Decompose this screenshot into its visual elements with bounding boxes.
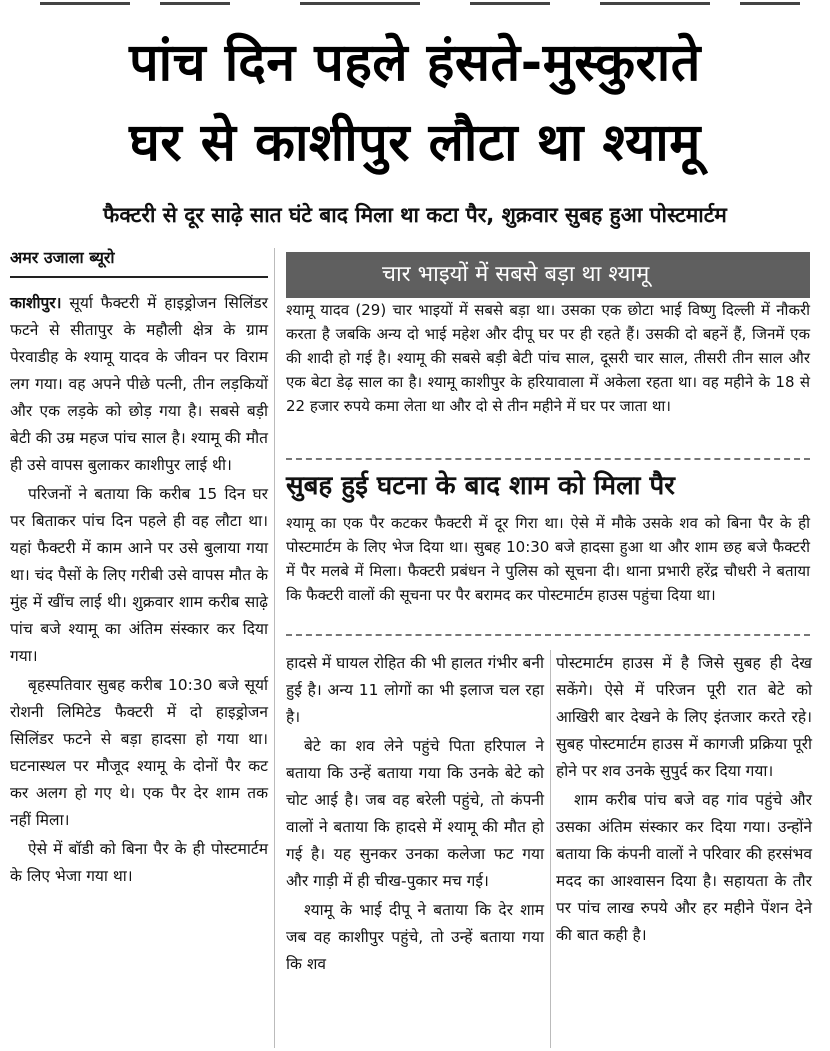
dotted-divider-1	[286, 458, 810, 460]
subheadline: फैक्टरी से दूर साढ़े सात घंटे बाद मिला था कटा पैर, शुक्रवार सुबह हुआ पोस्टमार्टम	[103, 203, 727, 227]
headline-line-1: पांच दिन पहले हंसते-मुस्कुराते	[129, 33, 701, 93]
box-heading: चार भाइयों में सबसे बड़ा था श्यामू	[286, 252, 810, 298]
dotted-divider-2	[286, 634, 810, 636]
cropped-text-remnant	[0, 0, 830, 8]
box-paragraph: श्यामू यादव (29) चार भाइयों में सबसे बड़ा था। उसका एक छोटा भाई विष्णु दिल्ली में नौकरी करता है जबकि अन्य दो भाई महेश और दीपू घर पर ही रहते हैं। उसकी दो बहनें हैं, जिनमें एक की शादी हो गई है। श्यामू की सबसे बड़ी बेटी पांच साल, दूसरी चार साल, तीसरी तीन साल और एक बेटा डेढ़ साल का है। श्यामू काशीपुर के हरियावाला में अकेला रहता था। वह महीने के 18 से 22 हजार रुपये कमा लेता था और दो से तीन महीने में घर पर जाता था।	[286, 301, 810, 415]
byline: अमर उजाला ब्यूरो	[10, 248, 115, 267]
mid-paragraph-2: बेटे का शव लेने पहुंचे पिता हरिपाल ने बताया कि उन्हें बताया गया कि उनके बेटे को चोट आई है। जब वह बरेली पहुंचे, तो कंपनी वालों ने बताया कि हादसे में श्यामू की मौत हो गई है। यह सुनकर उनका कलेजा फट गया और गाड़ी में ही चीख-पुकार मच गई।	[286, 737, 544, 890]
section-paragraph: श्यामू का एक पैर कटकर फैक्टरी में दूर गिरा था। ऐसे में मौके उसके शव को बिना पैर के ही पोस्टमार्टम के लिए भेज दिया था। सुबह 10:30 बजे हादसा हुआ था और शाम छह बजे फैक्टरी में पैर मलबे में मिला। फैक्टरी प्रबंधन ने पुलिस को सूचना दी। थाना प्रभारी हरेंद्र चौधरी ने बताया कि फैक्टरी वालों की सूचना पर पैर बरामद कर पोस्टमार्टम हाउस पहुंचा दिया था।	[286, 514, 810, 604]
section-heading: सुबह हुई घटना के बाद शाम को मिला पैर	[286, 471, 675, 501]
right-paragraph-2: शाम करीब पांच बजे वह गांव पहुंचे और उसका अंतिम संस्कार कर दिया गया। उन्होंने बताया कि कंपनी वालों ने परिवार की हरसंभव मदद का आश्वासन दिया है। सहायता के तौर पर पांच लाख रुपये और हर महीने पेंशन देने की बात कही है।	[556, 791, 812, 944]
column-separator-2	[550, 650, 551, 1048]
left-paragraph-4: ऐसे में बॉडी को बिना पैर के ही पोस्टमार्टम के लिए भेजा गया था।	[10, 840, 268, 885]
left-paragraph-2: परिजनों ने बताया कि करीब 15 दिन घर पर बिताकर पांच दिन पहले ही वह लौटा था। यहां फैक्टरी में काम आने पर उसे बुलाया गया था। चंद पैसों के लिए गरीबी उसे वापस मौत के मुंह में खींच लाई थी। शुक्रवार शाम करीब साढ़े पांच बजे श्यामू का अंतिम संस्कार कर दिया गया।	[10, 485, 268, 665]
dateline: काशीपुर।	[10, 294, 62, 312]
mid-paragraph-3: श्यामू के भाई दीपू ने बताया कि देर शाम जब वह काशीपुर पहुंचे, तो उन्हें बताया गया कि शव	[286, 901, 544, 973]
left-paragraph-3: बृहस्पतिवार सुबह करीब 10:30 बजे सूर्या रोशनी लिमिटेड फैक्टरी में दो हाइड्रोजन सिलिंडर फटने से बड़ा हादसा हो गया था। घटनास्थल पर मौजूद श्यामू के दोनों पैर कट कर अलग हो गए थे। एक पैर देर शाम तक नहीं मिला।	[10, 676, 268, 829]
right-paragraph-1: पोस्टमार्टम हाउस में है जिसे सुबह ही देख सकेंगे। ऐसे में परिजन पूरी रात बेटे को आखिरी बार देखने के लिए इंतजार करते रहे। सुबह पोस्टमार्टम हाउस में कागजी प्रक्रिया पूरी होने पर शव उनके सुपुर्द कर दिया गया।	[556, 654, 812, 780]
left-paragraph-1-text: सूर्या फैक्टरी में हाइड्रोजन सिलिंडर फटने से सीतापुर के महौली क्षेत्र के ग्राम पेरवाडीह के श्यामू यादव के जीवन पर विराम लग गया। वह अपने पीछे पत्नी, तीन लड़कियों और एक लड़के को छोड़ गया है। सबसे बड़ी बेटी की उम्र महज पांच साल है। श्यामू की मौत ही उसे वापस बुलाकर काशीपुर लाई थी।	[10, 294, 268, 474]
middle-column	[286, 650, 544, 980]
left-paragraph-1	[10, 290, 268, 479]
right-column	[556, 650, 812, 951]
left-column	[10, 290, 268, 892]
headline-line-2: घर से काशीपुर लौटा था श्यामू	[129, 113, 701, 173]
column-separator	[274, 248, 275, 1048]
byline-rule	[10, 276, 268, 278]
mid-paragraph-1: हादसे में घायल रोहित की भी हालत गंभीर बनी हुई है। अन्य 11 लोगों का भी इलाज चल रहा है।	[286, 654, 544, 726]
